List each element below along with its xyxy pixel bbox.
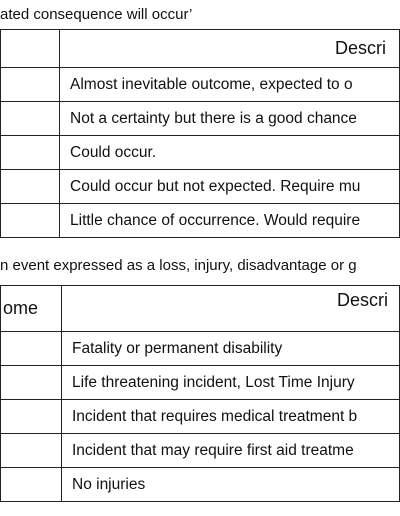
row-description: Fatality or permanent disability: [62, 332, 400, 366]
header-cell-description: Descri: [62, 286, 400, 332]
table-row: [1, 434, 400, 468]
row-label: [1, 434, 62, 468]
table-row: [1, 468, 400, 502]
consequence-table: [0, 285, 400, 502]
row-description: Could occur.: [60, 136, 400, 170]
table-row: [1, 332, 400, 366]
header-cell-outcome: ome: [1, 286, 62, 332]
consequence-caption: n event expressed as a loss, injury, disadvantage or g: [0, 257, 357, 274]
row-description: Incident that may require first aid treatme: [62, 434, 400, 468]
row-label: [1, 68, 60, 102]
row-label: [1, 136, 60, 170]
row-description: No injuries: [62, 468, 400, 502]
row-description: Almost inevitable outcome, expected to o: [60, 68, 400, 102]
table-row: [1, 170, 400, 204]
row-label: [1, 468, 62, 502]
table-row: [1, 136, 400, 170]
header-cell-description: Descri: [60, 30, 400, 68]
row-label: [1, 366, 62, 400]
table-row: [1, 102, 400, 136]
row-label: [1, 400, 62, 434]
row-description: Little chance of occurrence. Would require: [60, 204, 400, 238]
header-cell-rating: [1, 30, 60, 68]
row-label: [1, 204, 60, 238]
table-row: [1, 366, 400, 400]
row-label: [1, 102, 60, 136]
likelihood-table: [0, 29, 400, 238]
table-row: [1, 68, 400, 102]
row-label: [1, 332, 62, 366]
table-row: [1, 204, 400, 238]
row-description: Could occur but not expected. Require mu: [60, 170, 400, 204]
table-header-row: [1, 286, 400, 332]
table-row: [1, 400, 400, 434]
row-description: Incident that requires medical treatment b: [62, 400, 400, 434]
row-description: Life threatening incident, Lost Time Injury: [62, 366, 400, 400]
row-description: Not a certainty but there is a good chance: [60, 102, 400, 136]
table-header-row: [1, 30, 400, 68]
row-label: [1, 170, 60, 204]
likelihood-caption: ated consequence will occur’: [0, 6, 193, 23]
